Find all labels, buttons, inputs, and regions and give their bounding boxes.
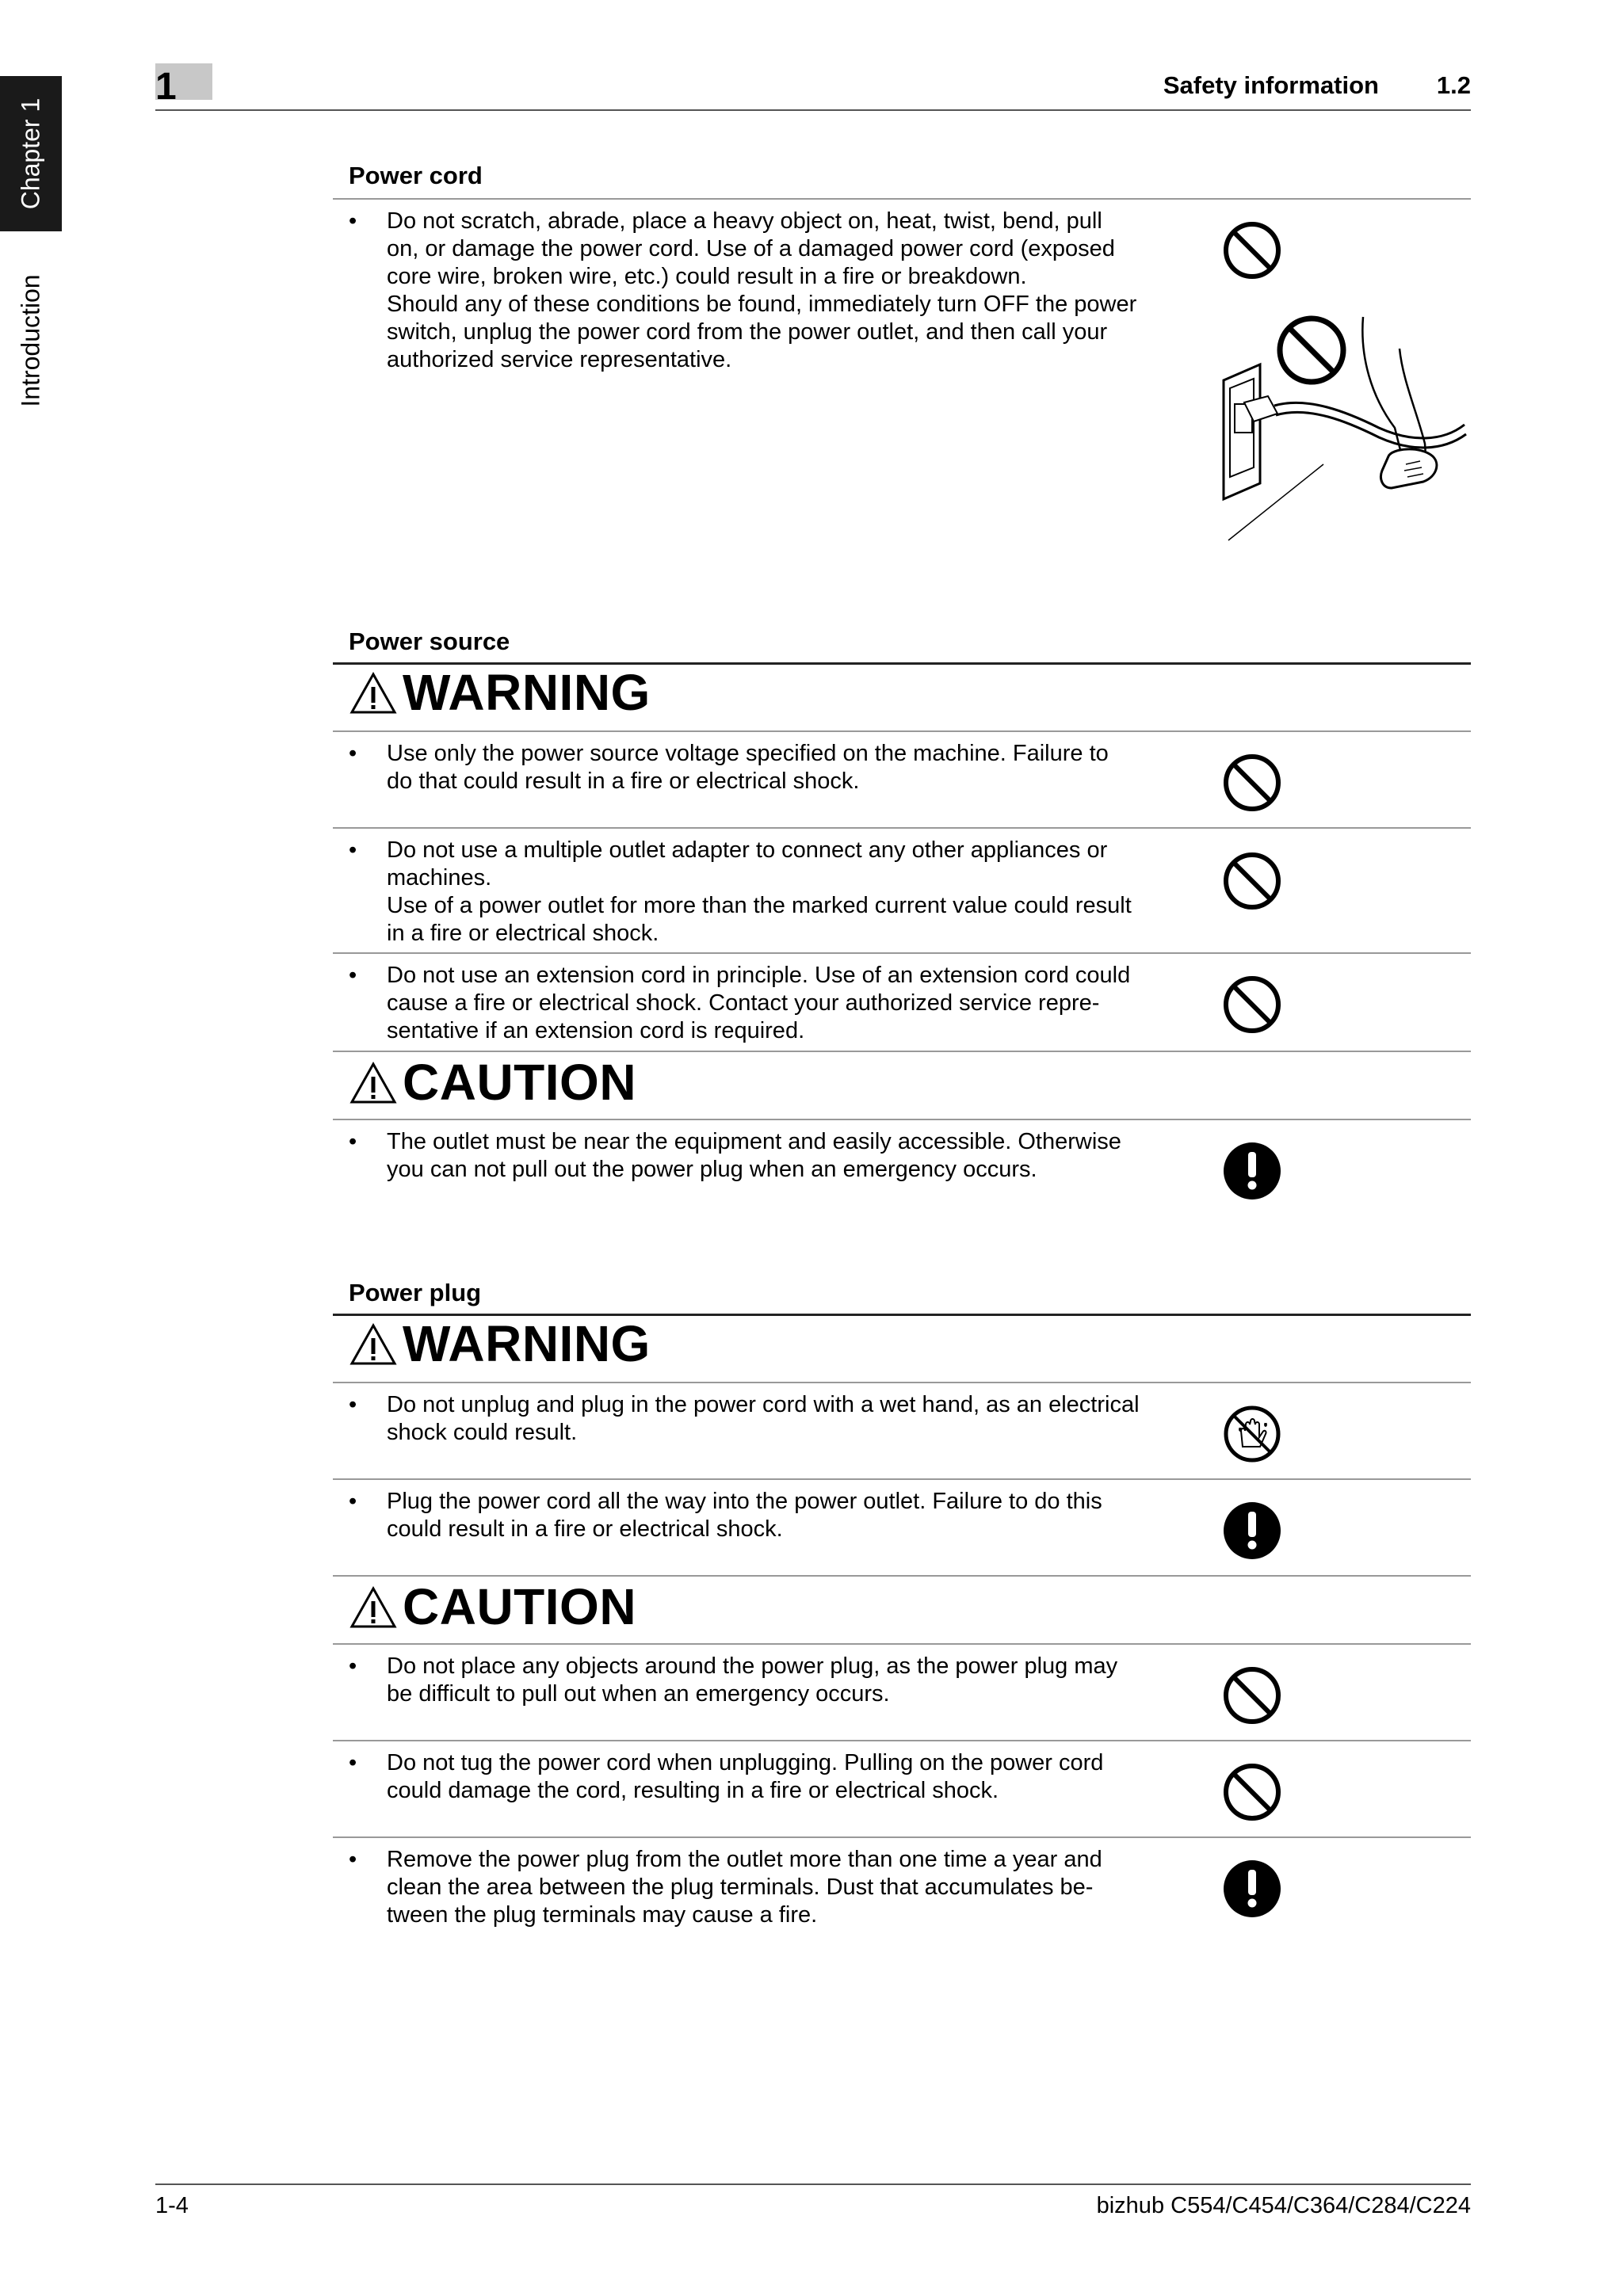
caution-label: CAUTION [403, 1578, 637, 1635]
bullet: • [349, 1129, 357, 1154]
power-cord-item-1 [349, 208, 1173, 374]
bullet: • [349, 1750, 357, 1775]
divider [333, 1740, 1471, 1741]
bullet: • [349, 208, 357, 234]
power-plug-warning-item-2 [349, 1488, 1173, 1543]
caution-heading [349, 1575, 636, 1638]
caution-triangle-icon [349, 1582, 398, 1631]
power-plug-caution-item-2 [349, 1749, 1173, 1805]
warning-label: WARNING [403, 664, 651, 721]
prohibition-icon [1222, 1665, 1282, 1726]
caution-triangle-icon [349, 1058, 398, 1107]
divider [333, 952, 1471, 954]
item-text: Do not tug the power cord when unplugging. Pulling on the power cord could damage the cord, resulting in a fire or electrical shock. [387, 1750, 1104, 1803]
item-text: Do not unplug and plug in the power cord with a wet hand, as an electrical shock could result. [387, 1392, 1140, 1445]
bullet: • [349, 1847, 357, 1872]
power-plug-caution-item-1 [349, 1653, 1173, 1708]
divider [333, 1382, 1471, 1383]
header-title: Safety information [1163, 71, 1379, 99]
bullet: • [349, 837, 357, 863]
divider [333, 1836, 1471, 1838]
prohibition-icon [1222, 851, 1282, 911]
power-cord-item-1-text: Do not scratch, abrade, place a heavy object on, heat, twist, bend, pull on, or damage the power cord. Use of a damaged power cord (exposed core wire, broken wire, etc.) could result in a fire or breakdown. Should any of these conditions be found, immediately turn OFF the power switch, unplug the power cord from the power outlet, and then call your authorized service representative. [387, 208, 1137, 372]
item-text: Do not use an extension cord in principle. Use of an extension cord could cause a fire or electrical shock. Contact your authorized service repre- sentative if an extension cord is required. [387, 963, 1131, 1043]
prohibition-icon [1222, 1762, 1282, 1822]
item-text: The outlet must be near the equipment and easily accessible. Otherwise you can not pull out the power plug when an emergency occurs. [387, 1129, 1121, 1182]
mandatory-action-icon [1222, 1859, 1282, 1919]
prohibition-icon [1222, 974, 1282, 1035]
bullet: • [349, 963, 357, 988]
item-text: Do not use a multiple outlet adapter to connect any other appliances or machines. Use of a power outlet for more than the marked current value could result in a fire or electrical shock. [387, 837, 1132, 946]
power-plug-caution-item-3 [349, 1846, 1173, 1929]
divider [333, 198, 1471, 200]
bullet: • [349, 1653, 357, 1679]
divider [333, 1478, 1471, 1480]
chapter-tab [0, 76, 62, 231]
page-number: 1-4 [155, 2193, 189, 2218]
header-section-number: 1.2 [1436, 71, 1471, 99]
mandatory-action-icon [1222, 1141, 1282, 1201]
no-wet-hands-icon [1222, 1404, 1282, 1464]
item-text: Use only the power source voltage specified on the machine. Failure to do that could result in a fire or electrical shock. [387, 741, 1109, 794]
warning-triangle-icon [349, 1319, 398, 1368]
divider [333, 1643, 1471, 1645]
warning-heading [349, 1312, 651, 1375]
divider [333, 730, 1471, 732]
divider [333, 827, 1471, 829]
power-cord-label: Power cord [349, 162, 483, 189]
section-tab [0, 246, 62, 436]
warning-triangle-icon [349, 668, 398, 717]
power-source-caution-item-1 [349, 1128, 1173, 1184]
prohibition-icon [1222, 753, 1282, 813]
power-plug-label: Power plug [349, 1279, 482, 1306]
warning-label: WARNING [403, 1315, 651, 1372]
section-tab-label: Introduction [16, 274, 45, 407]
prohibition-icon [1222, 220, 1282, 280]
bullet: • [349, 741, 357, 766]
power-source-warning-item-3 [349, 962, 1173, 1045]
power-source-label: Power source [349, 627, 510, 655]
divider [333, 1119, 1471, 1120]
item-text: Plug the power cord all the way into the power outlet. Failure to do this could result in a fire or electrical shock. [387, 1489, 1102, 1542]
power-source-warning-item-1 [349, 740, 1173, 795]
bullet: • [349, 1489, 357, 1514]
step-on-cord-illustration-icon [1212, 309, 1474, 547]
header-rule [155, 109, 1471, 111]
warning-heading [349, 661, 651, 724]
power-plug-warning-item-1 [349, 1391, 1173, 1447]
chapter-tab-label: Chapter 1 [16, 97, 45, 210]
caution-label: CAUTION [403, 1054, 637, 1111]
mandatory-action-icon [1222, 1501, 1282, 1561]
model-name: bizhub C554/C454/C364/C284/C224 [1096, 2193, 1471, 2218]
footer-rule [155, 2183, 1471, 2185]
item-text: Do not place any objects around the power plug, as the power plug may be difficult to pull out when an emergency occurs. [387, 1653, 1118, 1707]
item-text: Remove the power plug from the outlet more than one time a year and clean the area between the plug terminals. Dust that accumulates be- tween the plug terminals may cause a fire. [387, 1847, 1102, 1928]
chapter-number: 1 [155, 66, 177, 108]
caution-heading [349, 1051, 636, 1114]
power-source-warning-item-2 [349, 837, 1173, 948]
bullet: • [349, 1392, 357, 1417]
